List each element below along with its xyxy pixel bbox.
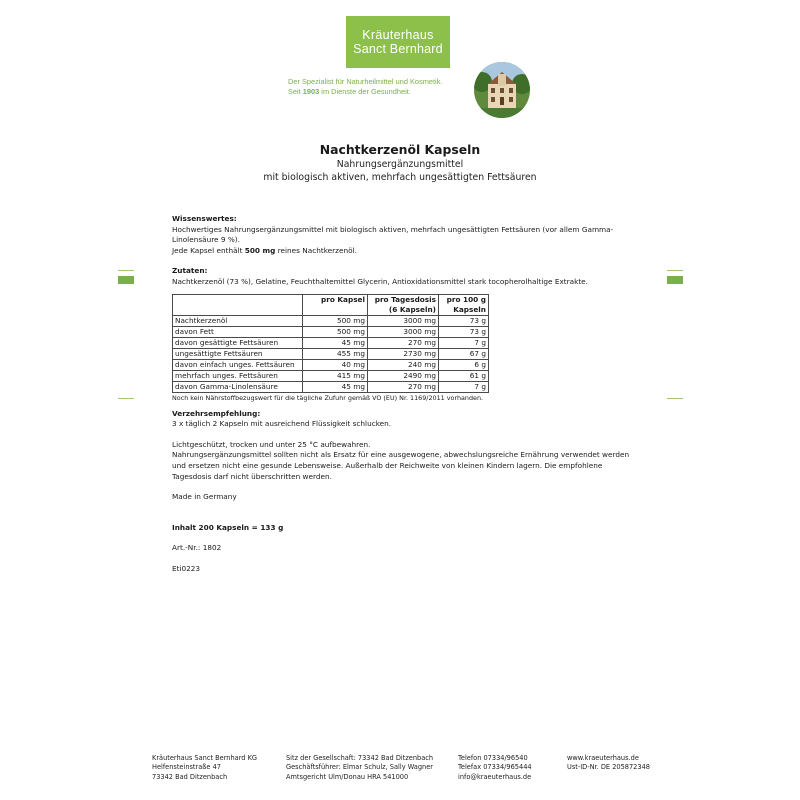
wissenswertes-text-1: Hochwertiges Nahrungsergänzungsmittel mit biologisch aktiven, mehrfach ungesättigten Fettsäuren (vor allem Gamma- — [172, 224, 614, 234]
tagline-line-2: Seit 1903 im Dienste der Gesundheit. — [288, 87, 411, 96]
table-header-row — [173, 294, 489, 315]
made-in-text: Made in Germany — [172, 492, 237, 502]
table-row: mehrfach unges. Fettsäuren 415 mg 2490 mg 61 g — [173, 370, 489, 381]
verzehr-text: 3 x täglich 2 Kapseln mit ausreichend Flüssigkeit schlucken. — [172, 419, 392, 429]
verzehr-heading: Verzehrsempfehlung: — [172, 408, 261, 418]
logo-line-1: Kräuterhaus — [362, 28, 434, 42]
product-subtitle-2: mit biologisch aktiven, mehrfach ungesättigten Fettsäuren — [263, 172, 537, 183]
warning-text-1: Nahrungsergänzungsmittel sollten nicht als Ersatz für eine ausgewogene, abwechslungsreiche Ernährung verwendet werden — [172, 450, 630, 460]
storage-text: Lichtgeschützt, trocken und unter 25 °C aufbewahren. — [172, 439, 371, 449]
table-row: Nachtkerzenöl 500 mg 3000 mg 73 g — [173, 315, 489, 326]
right-fold-line — [667, 270, 683, 271]
label-content — [172, 214, 642, 575]
table-row: davon Gamma-Linolensäure 45 mg 270 mg 7 g — [173, 381, 489, 392]
product-subtitle-1: Nahrungsergänzungsmittel — [336, 159, 464, 170]
logo-line-2: Sanct Bernhard — [353, 42, 443, 56]
footer-website-link[interactable]: www.kraeuterhaus.de — [567, 754, 639, 762]
left-fold-marker — [118, 276, 134, 284]
tagline-year: 1903 — [302, 87, 320, 96]
product-header — [0, 142, 800, 184]
right-fold-line-lower — [667, 398, 683, 399]
table-note: Noch kein Nährstoffbezugswert für die tägliche Zufuhr gemäß VO (EU) Nr. 1169/2011 vorhanden. — [172, 393, 484, 402]
table-row: davon gesättigte Fettsäuren 45 mg 270 mg 7 g — [173, 337, 489, 348]
left-fold-line-lower — [118, 398, 134, 399]
footer-contact: Telefon 07334/96540 Telefax 07334/965444 info@kraeuterhaus.de — [458, 754, 532, 781]
wissenswertes-text-2: Linolensäure 9 %). — [172, 235, 240, 245]
content-amount: Inhalt 200 Kapseln = 133 g — [172, 522, 284, 532]
company-tagline — [288, 77, 478, 97]
table-header-per-capsule: pro Kapsel — [303, 294, 368, 315]
zutaten-text: Nachtkerzenöl (73 %), Gelatine, Feuchthaltemittel Glycerin, Antioxidationsmittel stark tocopherolhaltige Extrakte. — [172, 276, 588, 286]
footer-legal: Sitz der Gesellschaft: 73342 Bad Ditzenbach Geschäftsführer: Elmar Schulz, Sally Wagner Amtsgericht Ulm/Donau HRA 541000 — [286, 754, 434, 781]
house-photo-icon — [474, 62, 530, 118]
article-number: Art.-Nr.: 1802 — [172, 543, 222, 553]
left-fold-line — [118, 270, 134, 271]
footer-web: www.kraeuterhaus.de Ust-ID-Nr. DE 205872348 — [567, 754, 650, 772]
table-header-per-dose: pro Tagesdosis (6 Kapseln) — [368, 294, 439, 315]
warning-text-3: Tagesdosis darf nicht überschritten werden. — [172, 471, 332, 481]
table-header-per-100g: pro 100 g Kapseln — [439, 294, 489, 315]
nutrition-table — [172, 294, 489, 393]
table-header-empty — [173, 294, 303, 315]
tagline-line-1: Der Spezialist für Naturheilmittel und Kosmetik. — [288, 77, 443, 86]
right-fold-marker — [667, 276, 683, 284]
zutaten-heading: Zutaten: — [172, 266, 208, 276]
wissenswertes-text-3: Jede Kapsel enthält 500 mg reines Nachtkerzenöl. — [172, 245, 357, 255]
footer-company: Kräuterhaus Sanct Bernhard KG Helfensteinstraße 47 73342 Bad Ditzenbach — [152, 754, 258, 781]
table-row: davon Fett 500 mg 3000 mg 73 g — [173, 326, 489, 337]
table-row: ungesättigte Fettsäuren 455 mg 2730 mg 67 g — [173, 348, 489, 359]
table-row: davon einfach unges. Fettsäuren 40 mg 240 mg 6 g — [173, 359, 489, 370]
warning-text-2: und ersetzen nicht eine gesunde Lebensweise. Außerhalb der Reichweite von kleinen Kindern lagern. Die empfohlene — [172, 460, 603, 470]
label-code: Eti0223 — [172, 563, 201, 573]
wissenswertes-heading: Wissenswertes: — [172, 214, 237, 223]
footer-email-link[interactable]: info@kraeuterhaus.de — [458, 772, 532, 781]
brand-logo — [346, 16, 450, 68]
product-title: Nachtkerzenöl Kapseln — [319, 142, 481, 157]
